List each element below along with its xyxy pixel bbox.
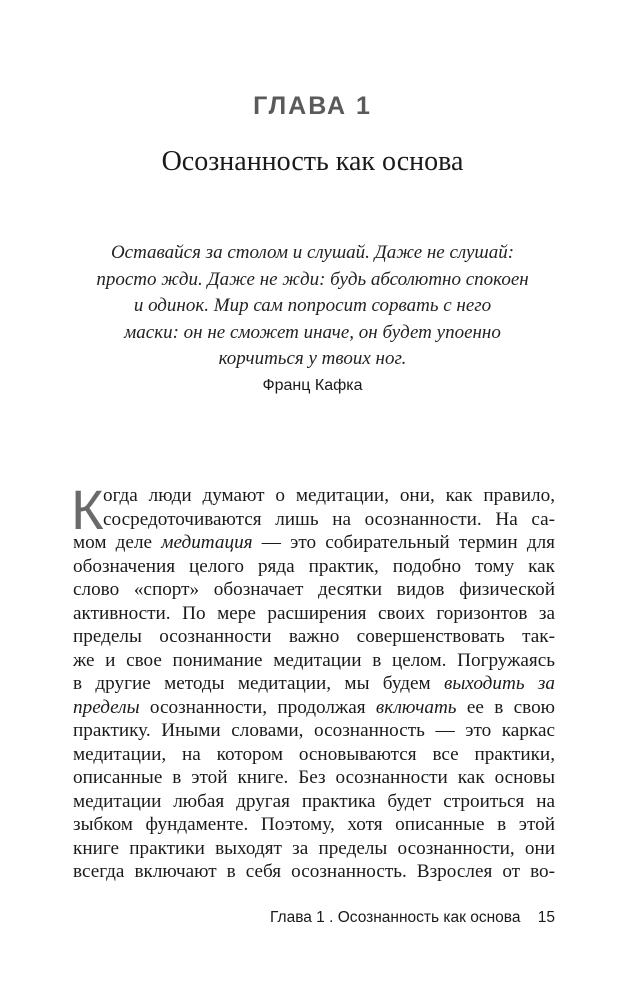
body-line: активности. По мере расширения своих горизонтов за xyxy=(73,602,555,624)
chapter-label: ГЛАВА 1 xyxy=(253,92,372,120)
page-number: 15 xyxy=(537,909,555,926)
body-text xyxy=(71,478,556,884)
body-text-span: в другие методы медитации, мы будем xyxy=(73,673,444,694)
emphasis: медитация xyxy=(161,532,253,553)
body-line: огда люди думают о медитации, они, как правило, xyxy=(103,485,555,506)
body-line xyxy=(73,672,555,696)
body-line xyxy=(73,531,555,555)
body-line: медитации любая другая практика будет строиться на xyxy=(73,790,555,812)
epigraph-line: просто жди. Даже не жди: будь абсолютно спокоен xyxy=(96,268,529,290)
emphasis: пределы xyxy=(73,696,140,718)
epigraph-line: маски: он не сможет иначе, он будет упоенно xyxy=(124,321,501,343)
body-line: медитации, на котором основываются все практики, xyxy=(73,743,555,765)
body-line: зыбком фундаменте. Поэтому, хотя описанные в этой xyxy=(73,814,555,835)
emphasis: выходить за xyxy=(443,673,555,694)
body-text-span: осознанности, продолжая xyxy=(139,696,376,718)
body-line: всегда включают в себя осознанность. Взрослея от во- xyxy=(73,861,555,882)
epigraph-line: корчиться у твоих ног. xyxy=(218,348,407,369)
body-text-span: — это собирательный термин для xyxy=(252,532,556,553)
drop-cap: К xyxy=(71,478,104,541)
epigraph xyxy=(95,240,530,373)
epigraph-line: и одинок. Мир сам попросит сорвать с него xyxy=(133,295,492,316)
body-line: же и свое понимание медитации в целом. Погружаясь xyxy=(73,649,555,671)
body-line: слово «спорт» обозначает десятки видов физической xyxy=(73,579,555,600)
body-line: пределы осознанности важно совершенствовать так- xyxy=(73,626,555,647)
emphasis: включать xyxy=(375,696,457,718)
running-footer xyxy=(270,909,555,927)
body-text-span: ее в свою xyxy=(456,696,555,718)
body-line: описанные в этой книге. Без осознанности как основы xyxy=(73,767,555,788)
chapter-title: Осознанность как основа xyxy=(161,146,464,177)
body-line: обозначения целого ряда практик, подобно тому как xyxy=(73,555,555,577)
running-title: Глава 1 . Осознанность как основа xyxy=(270,909,521,926)
body-line: практику. Иными словами, осознанность — это каркас xyxy=(73,720,555,741)
epigraph-author: Франц Кафка xyxy=(262,377,363,394)
epigraph-line: Оставайся за столом и слушай. Даже не слушай: xyxy=(110,242,515,263)
body-line: книге практики выходят за пределы осознанности, они xyxy=(73,837,555,859)
body-text-span: мом деле xyxy=(73,532,162,553)
body-line xyxy=(73,696,555,720)
body-line: сосредоточиваются лишь на осознанности. На са- xyxy=(103,508,555,530)
